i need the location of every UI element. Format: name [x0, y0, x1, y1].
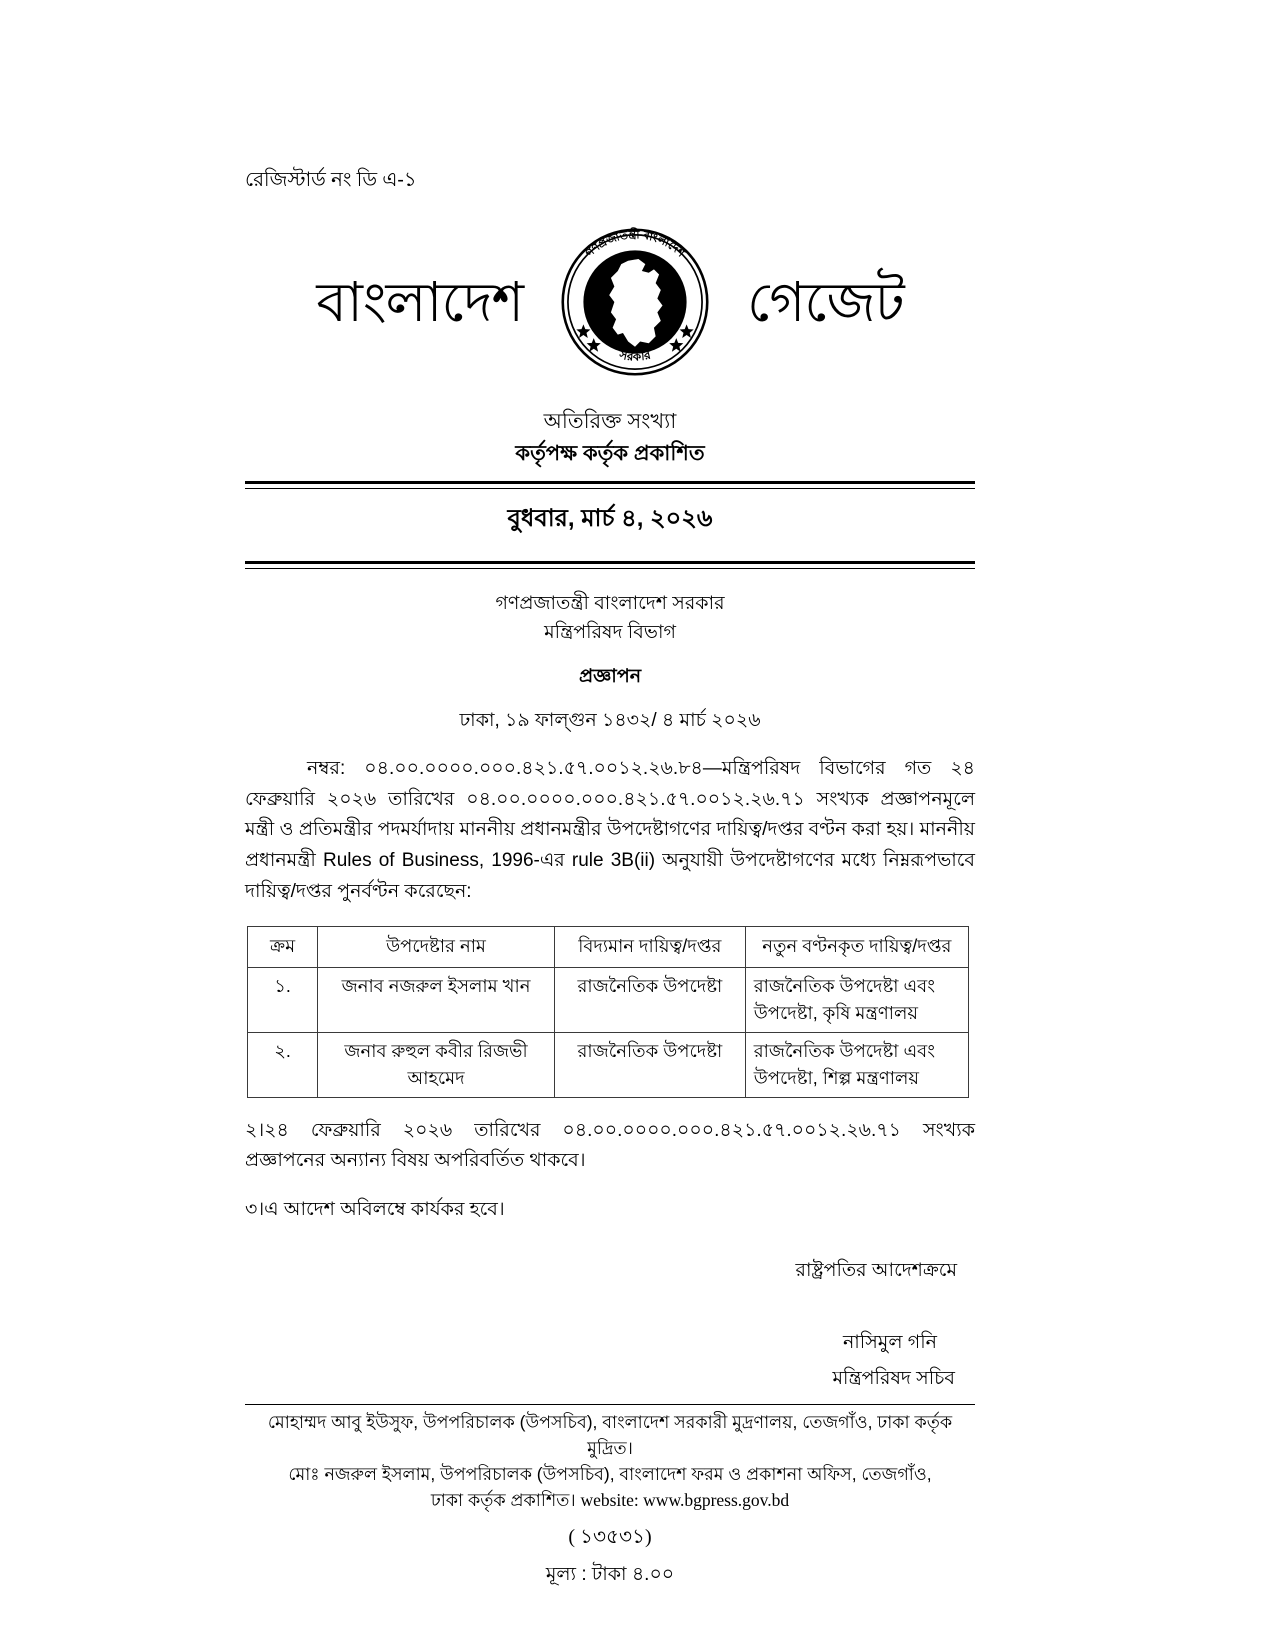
- notice-heading: প্রজ্ঞাপন: [578, 665, 642, 687]
- national-emblem-icon: [549, 216, 721, 388]
- paragraph-1: নম্বর: ০৪.০০.০০০০.০০০.৪২১.৫৭.০০১২.২৬.৮৪—মন্ত্রিপরিষদ বিভাগের গত ২৪ ফেব্রুয়ারি ২০২৬ তারিখের ০৪.০০.০০০০.০০০.৪২১.৫৭.০০১২.২৬.৭১ সংখ্যক প্রজ্ঞাপনমূলে মন্ত্রী ও প্রতিমন্ত্রীর পদমর্যাদায় মাননীয় প্রধানমন্ত্রীর উপদেষ্টাগণের দায়িত্ব/দপ্তর বণ্টন করা হয়। মাননীয় প্রধানমন্ত্রী Rules of Business, 1996-এর rule 3B(ii) অনুযায়ী উপদেষ্টাগণের মধ্যে নিম্নরূপভাবে দায়িত্ব/দপ্তর পুনর্বণ্টন করেছেন:: [245, 757, 975, 902]
- register-number: রেজিস্টার্ড নং ডি এ-১: [245, 169, 417, 191]
- footer-publish-city: ঢাকা কর্তৃক প্রকাশিত।: [430, 1489, 581, 1510]
- cell-new: রাজনৈতিক উপদেষ্টা এবং উপদেষ্টা, শিল্প মন্ত্রণালয়: [745, 1032, 968, 1097]
- svg-text:সরকার: সরকার: [618, 347, 653, 364]
- paragraph-2-number: ২।: [245, 1119, 265, 1141]
- footer-publisher-line: মোঃ নজরুল ইসলাম, উপপরিচালক (উপসচিব), বাংলাদেশ ফরম ও প্রকাশনা অফিস, তেজগাঁও,: [288, 1463, 932, 1484]
- paragraph-3-number: ৩।: [245, 1199, 265, 1221]
- signatory-name: নাসিমুল গনি: [842, 1332, 937, 1353]
- divider-bottom: [245, 561, 975, 569]
- footer-code: ( ১৩৫৩১): [568, 1525, 652, 1548]
- masthead-title-right: গেজেট: [747, 270, 904, 333]
- footer-website-line: [245, 1488, 975, 1514]
- svg-text:গণপ্রজাতন্ত্রী বাংলাদেশ: গণপ্রজাতন্ত্রী বাংলাদেশ: [583, 229, 687, 260]
- cell-existing: রাজনৈতিক উপদেষ্টা: [554, 967, 745, 1032]
- place-and-date: ঢাকা, ১৯ ফাল্গুন ১৪৩২/ ৪ মার্চ ২০২৬: [459, 709, 761, 731]
- footer-printer-line: মোহাম্মদ আবু ইউসুফ, উপপরিচালক (উপসচিব), বাংলাদেশ সরকারী মুদ্রণালয়, তেজগাঁও, ঢাকা কর্তৃক মুদ্রিত।: [267, 1412, 953, 1458]
- paragraph-2-text: ২৪ ফেব্রুয়ারি ২০২৬ তারিখের ০৪.০০.০০০০.০০০.৪২১.৫৭.০০১২.২৬.৭১ সংখ্যক প্রজ্ঞাপনের অন্যান্য বিষয় অপরিবর্তিত থাকবে।: [245, 1119, 975, 1172]
- cell-new: রাজনৈতিক উপদেষ্টা এবং উপদেষ্টা, কৃষি মন্ত্রণালয়: [745, 967, 968, 1032]
- masthead-title-left: বাংলাদেশ: [316, 270, 524, 333]
- footer-divider: [245, 1404, 975, 1405]
- government-name: গণপ্রজাতন্ত্রী বাংলাদেশ সরকার: [495, 593, 725, 614]
- reassignment-table: [247, 926, 969, 1098]
- paragraph-2: [245, 1116, 975, 1178]
- cell-name: জনাব রুহুল কবীর রিজভী আহমেদ: [318, 1032, 555, 1097]
- by-order-of-president: রাষ্ট্রপতির আদেশক্রমে: [795, 1260, 957, 1281]
- paragraph-3-text: এ আদেশ অবিলম্বে কার্যকর হবে।: [264, 1199, 505, 1221]
- column-header-serial: ক্রম: [248, 926, 318, 967]
- issue-type: অতিরিক্ত সংখ্যা: [543, 410, 677, 433]
- divider-top: [245, 481, 975, 489]
- footer-price: মূল্য : টাকা ৪.০০: [545, 1564, 675, 1586]
- column-header-existing: বিদ্যমান দায়িত্ব/দপ্তর: [554, 926, 745, 967]
- issue-subheader: [245, 406, 975, 469]
- division-name: মন্ত্রিপরিষদ বিভাগ: [544, 622, 676, 644]
- paragraph-3: [245, 1195, 975, 1226]
- table-header-row: [248, 926, 969, 967]
- published-by: কর্তৃপক্ষ কর্তৃক প্রকাশিত: [515, 441, 705, 465]
- signatory-designation: মন্ত্রিপরিষদ সচিব: [832, 1368, 955, 1389]
- table-row: [248, 1032, 969, 1097]
- footer-website: website: www.bgpress.gov.bd: [580, 1489, 790, 1510]
- gazette-content: [245, 170, 975, 1589]
- cell-existing: রাজনৈতিক উপদেষ্টা: [554, 1032, 745, 1097]
- issue-date: বুধবার, মার্চ ৪, ২০২৬: [507, 505, 713, 532]
- cell-serial: ২.: [248, 1032, 318, 1097]
- issuing-authority: [245, 589, 975, 648]
- column-header-new: নতুন বণ্টনকৃত দায়িত্ব/দপ্তর: [745, 926, 968, 967]
- table-row: [248, 967, 969, 1032]
- column-header-name: উপদেষ্টার নাম: [318, 926, 555, 967]
- cell-name: জনাব নজরুল ইসলাম খান: [318, 967, 555, 1032]
- masthead: [245, 216, 975, 388]
- footer: [245, 1410, 975, 1589]
- cell-serial: ১.: [248, 967, 318, 1032]
